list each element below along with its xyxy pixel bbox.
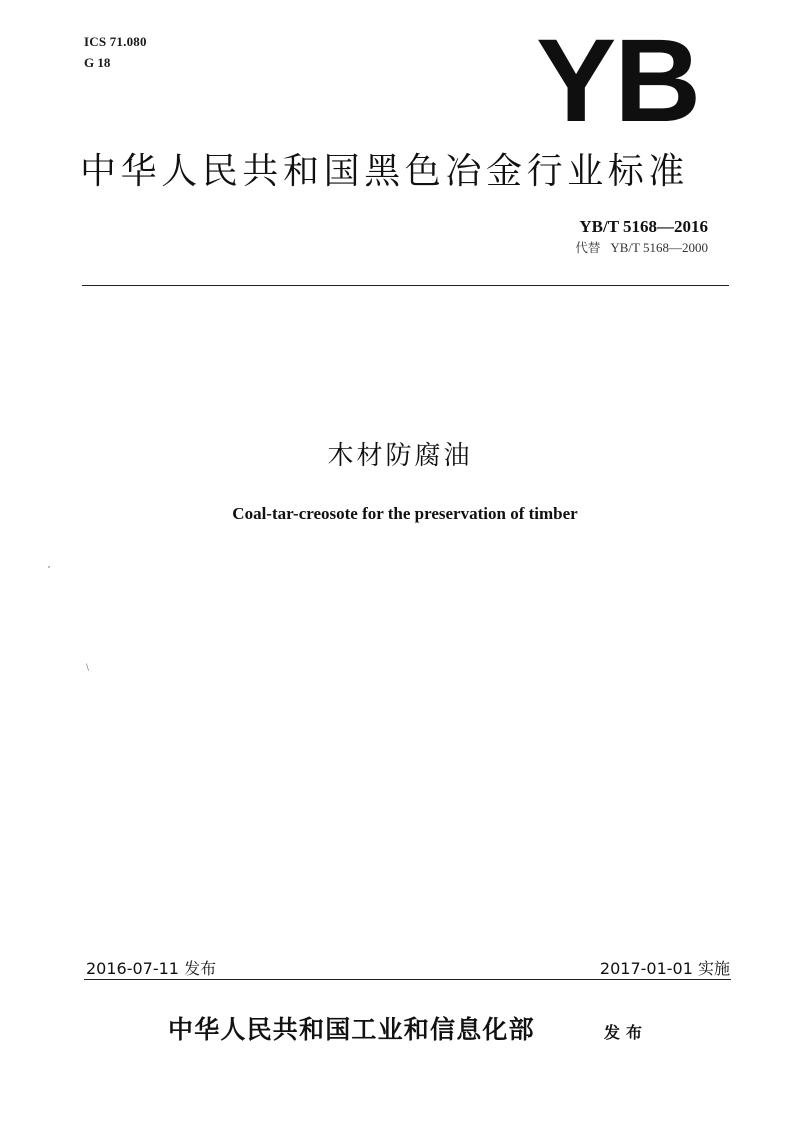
document-title-english: Coal-tar-creosote for the preservation of timber <box>232 504 578 523</box>
top-divider <box>82 285 729 286</box>
scan-speck <box>48 566 50 568</box>
issuing-authority: 中华人民共和国工业和信息化部 <box>168 1015 535 1044</box>
replaces-row <box>575 240 708 256</box>
classification-code: G 18 <box>84 55 111 70</box>
scan-mark: \ <box>86 663 90 673</box>
replaces-number: YB/T 5168—2000 <box>610 240 708 255</box>
bottom-divider <box>84 979 731 980</box>
document-title-chinese: 木材防腐油 <box>327 441 473 471</box>
implementation-date: 2017-01-01 实施 <box>599 959 730 978</box>
standard-number <box>579 217 708 237</box>
issue-date: 2016-07-11 发布 <box>86 959 217 978</box>
replaces-label: 代替 <box>575 240 601 255</box>
standard-number-text: YB/T 5168—2016 <box>579 217 708 236</box>
standard-category-title: 中华人民共和国黑色冶金行业标准 <box>80 151 690 192</box>
ics-code: ICS 71.080 <box>84 34 147 49</box>
yb-logo: YB <box>536 15 700 147</box>
issuing-action: 发布 <box>604 1023 649 1042</box>
